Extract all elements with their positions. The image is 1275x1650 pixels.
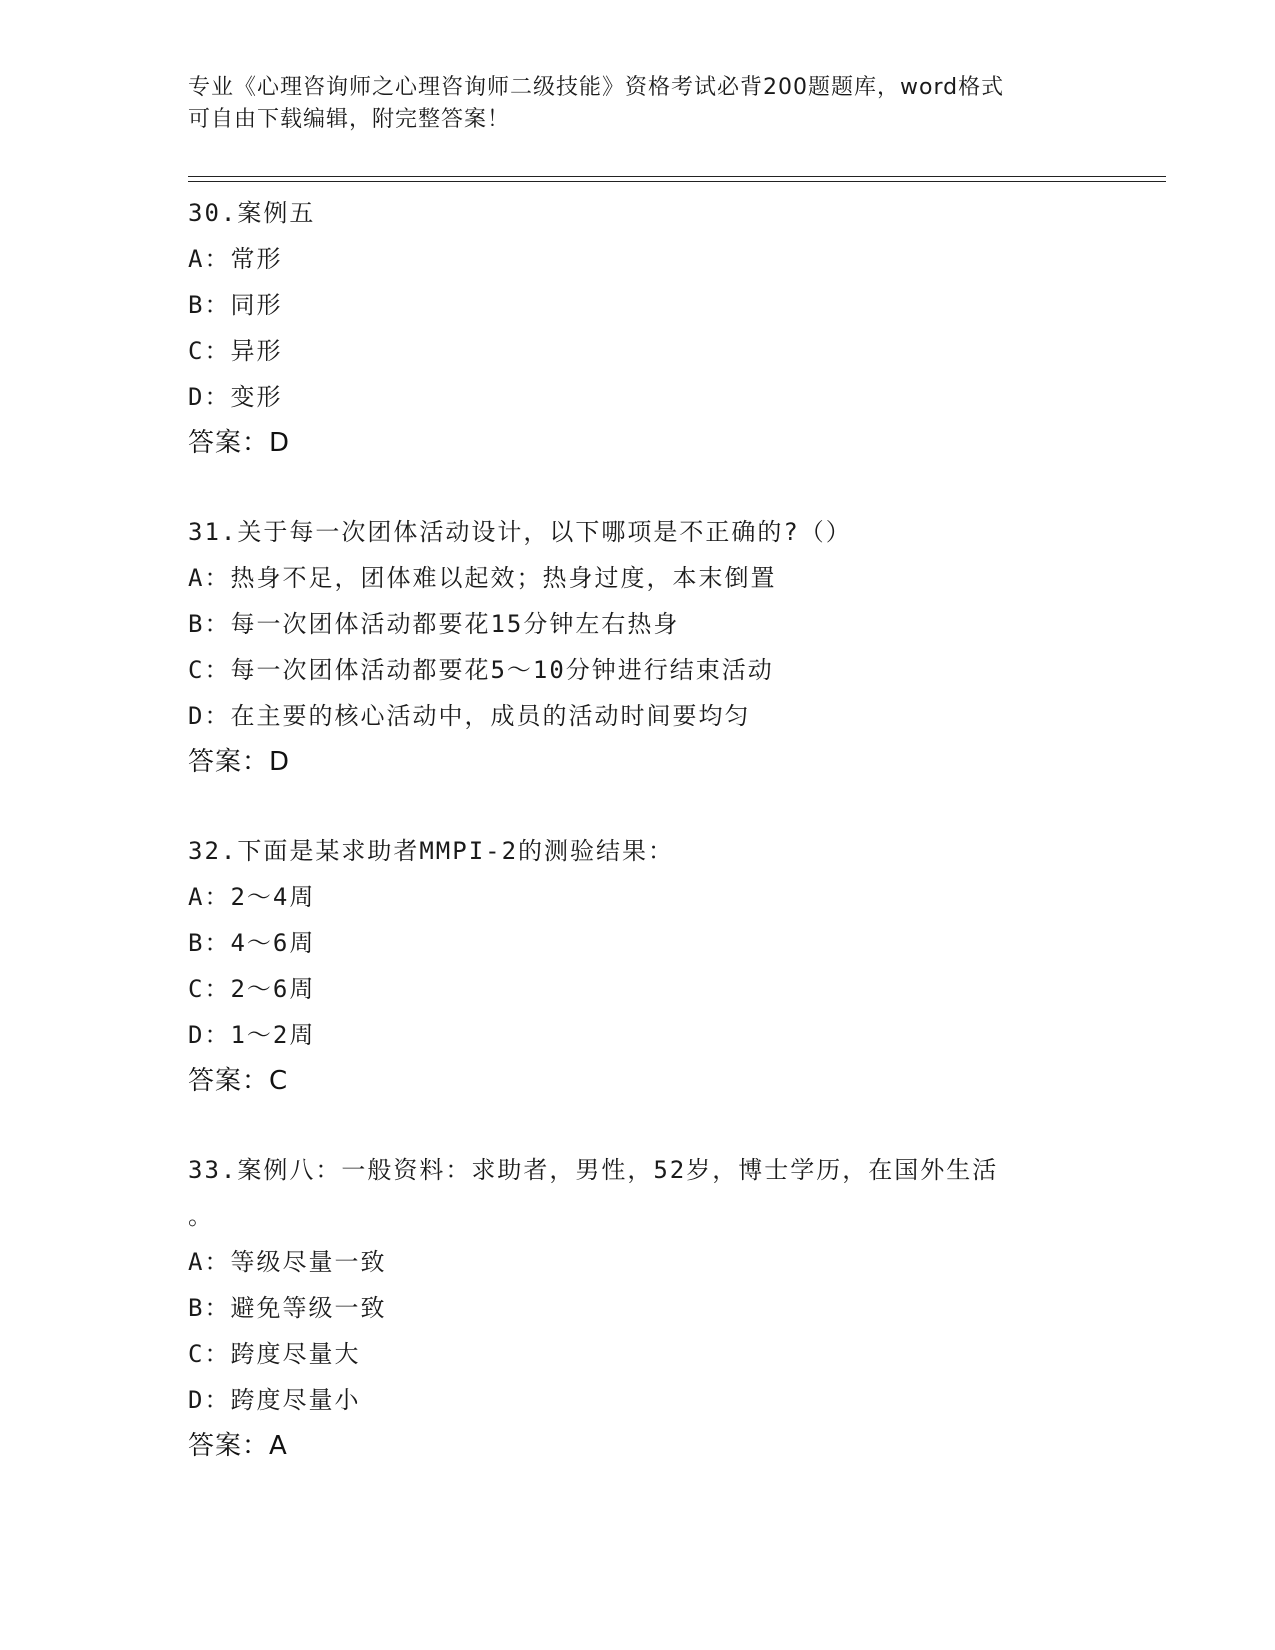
question-30	[188, 190, 1148, 466]
option-a: A：等级尽量一致	[188, 1248, 387, 1276]
option-a: A：2～4周	[188, 883, 316, 911]
header-divider-top	[188, 176, 1166, 177]
question-stem: 30.案例五	[188, 199, 316, 227]
question-list	[188, 190, 1148, 1512]
option-c: C：跨度尽量大	[188, 1340, 361, 1368]
question-stem-continuation: 。	[188, 1202, 214, 1230]
question-33	[188, 1147, 1148, 1469]
option-c: C：每一次团体活动都要花5～10分钟进行结束活动	[188, 656, 774, 684]
document-header	[188, 72, 1088, 136]
header-line-2: 可自由下载编辑，附完整答案！	[188, 107, 511, 132]
answer-label: 答案：A	[188, 1431, 288, 1461]
header-line-1: 专业《心理咨询师之心理咨询师二级技能》资格考试必背200题题库，word格式	[188, 75, 1005, 100]
question-31	[188, 509, 1148, 785]
option-b: B：避免等级一致	[188, 1294, 387, 1322]
question-stem: 33.案例八：一般资料：求助者，男性，52岁，博士学历，在国外生活	[188, 1156, 999, 1184]
header-divider-bottom	[188, 181, 1166, 182]
option-c: C：2～6周	[188, 975, 316, 1003]
option-b: B：4～6周	[188, 929, 316, 957]
answer-label: 答案：D	[188, 428, 291, 458]
question-stem: 31.关于每一次团体活动设计，以下哪项是不正确的?（）	[188, 518, 852, 546]
answer-label: 答案：C	[188, 1066, 289, 1096]
option-d: D：跨度尽量小	[188, 1386, 361, 1414]
option-a: A：热身不足，团体难以起效；热身过度，本末倒置	[188, 564, 777, 592]
option-d: D：在主要的核心活动中，成员的活动时间要均匀	[188, 702, 751, 730]
option-d: D：1～2周	[188, 1021, 316, 1049]
option-c: C：异形	[188, 337, 283, 365]
question-32	[188, 828, 1148, 1104]
answer-label: 答案：D	[188, 747, 291, 777]
option-b: B：每一次团体活动都要花15分钟左右热身	[188, 610, 680, 638]
question-stem: 32.下面是某求助者MMPI-2的测验结果：	[188, 837, 675, 865]
option-d: D：变形	[188, 383, 283, 411]
option-a: A：常形	[188, 245, 283, 273]
option-b: B：同形	[188, 291, 283, 319]
